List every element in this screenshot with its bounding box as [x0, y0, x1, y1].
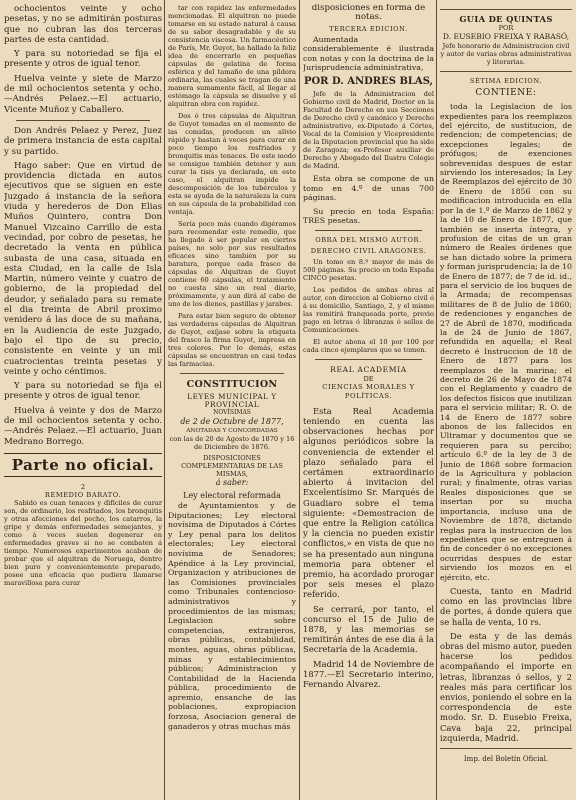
- advert-anotadas: ANOTADAS Y CONCORDADAS: [186, 428, 278, 434]
- column-rule: [436, 0, 437, 800]
- advert-title: CONSTITUCION: [186, 379, 278, 390]
- divider: [440, 748, 572, 749]
- divider: [440, 9, 572, 10]
- column-rule: [299, 0, 300, 800]
- advert-subtitle-2: NOVÍSIMAS: [213, 409, 251, 416]
- paragraph: Huelva á veinte y dos de Marzo de mil ochocientos setenta y ocho.—Andrés Pelaez.—El actuario, Juan Medrano Borrego.: [4, 405, 162, 447]
- paragraph: Sería poco más cuando digéramos para recomendar este remedio, que ha llegado á ser popular en ciertos países, no solo por sus resultados eficaces sino también por su baratura, porque cada frasco de cápsulas de Alquitran de Guyot contiene 60 cápsulas, el tratamiento no cuesta sino un real diario, próximamente, y aun dirá al cabo de uno de los dienes, pastillas y jarabes.: [168, 220, 296, 308]
- book-author: D. EUSEBIO FREIXA Y RABASÓ,: [442, 32, 570, 42]
- academy-title: REAL ACADEMIA: [330, 365, 407, 375]
- divider: [16, 120, 150, 121]
- paragraph: Esta Real Academia teniendo en cuenta las observaciones hechas por algunos periódicos sobre la conveniencia de extender el plazo señalado para el certámen extraordinario abierto á invitacion del Excelentísimo Sr. Marqués de Guadiaro sobre el tema siguiente: «Demostracion de que entre la Religion católica y la ciencia no pueden existir conflictos,» en vista de que no se ha presentado aun ninguna memoria para obtener el premio, ha acordado prorogar por seis meses el plazo referido.: [303, 405, 434, 600]
- column-rule: [164, 0, 165, 800]
- paragraph: de Ayuntamientos y de Diputaciones; Ley electoral novísima de Diputados á Córtes y Ley penal para los delitos electorales; Ley electoral novísima de Senadores; Apéndice á la Ley provincial, Organizacion y atribuciones de las Comisiones provinciales como Tribunales contencioso-administrativos y procedimientos de las mismas; Legislacion sobre competencias, extranjeros, obras públicas, contabilidad, montes, aguas, obras públicas, minas y establecimientos públicos; Administracion y Contabilidad de la Hacienda pública, procedimiento de apremio, ensanche de las poblaciones, expropiacion forzosa, Asociacion general de ganaderos y otras muchas más: [168, 501, 296, 731]
- paragraph: Don Andrés Pelaez y Perez, Juez de primera instancia de esta capital y su partido.: [4, 125, 162, 157]
- paragraph: Se cerrará, por tanto, el concurso el 15 de Julio de 1878, y las memorias se remitirán ántes de ese dia á la Secretaría de la Academia.: [303, 603, 434, 655]
- author-bio: Jefe de la Administracion del Gobierno civil de Madrid, Doctor en la Facultad de Derecho en sus Secciones de Derecho civil y canónico y Derecho administrativo, ex-Diputado á Córtes, Vocal de la Comision y Vicepresidente de la Diputacion provincial que ha sido de Zaragoza; ex-Profesor auxiliar de Derecho y Abogado del Ilustre Colegio de Madrid.: [303, 90, 434, 171]
- paragraph: Esta obra se compone de un tomo en 4.º de unas 700 páginas.: [303, 174, 434, 203]
- advert-subtitle: LEYES MUNICIPAL Y PROVINCIAL: [187, 392, 277, 409]
- divider: [315, 359, 422, 360]
- paragraph: Y para su notoriedad se fija el presente y otros de igual tenor.: [4, 49, 162, 70]
- paragraph: Cuesta, tanto en Madrid como en las provincias libre de portes, á donde quiera que se halla de venta, 10 rs.: [440, 585, 572, 627]
- paragraph: Para estar bien seguro de obtener las verdaderas cápsulas de Alquitran de Guyot, exíjase sobre la etiqueta del frasco la firma Guyot, impresa en tres colores. Por lo demás, estas cápsulas se encuentran en casi todas las farmacias.: [168, 312, 296, 368]
- book-title: GUIA DE QUINTAS: [459, 14, 553, 24]
- column-2: [168, 4, 296, 796]
- imprint: Imp. del Boletín Oficial.: [463, 754, 549, 763]
- book-author-desc: Jefe honorario de Administracion civil y autor de varias obras administrativas y literarias.: [440, 41, 572, 66]
- advert-ley-title: Ley electoral reformada: [183, 491, 281, 500]
- paragraph: Hago saber: Que en virtud de providencia dictada en autos ejecutivos que se siguen en este Juzgado á instancia de la señora viuda y herederos de Don Elias Muños Quintero, contra Don Manuel Vizcaino Carrillo de esta vecindad, por cobro de pesetas, he decretado la venta en pública subasta de una casa, situada en esta Ciudad, en la calle de Isla Martin, número veinte y cuatro de gobierno, de la propiedad del deudor, y señalado para su remate el dia treinta de Abril proximo venidero á las doce de su mañana, en la Audiencia de este Juzgado, bajo el tipo de su precio, consistente en veinte y un mil cuatrocientas treinta pesetas y veinte y ocho céntimos.: [4, 160, 162, 377]
- article-title: REMEDIO BARATO.: [44, 490, 122, 499]
- advert-asaber: á saber:: [215, 478, 249, 487]
- paragraph: ochocientos veinte y ocho pesetas, y no se admitirán posturas que no cubran las dos terceras partes de esta cantidad.: [4, 4, 162, 45]
- author-name: POR D. ANDRES BLAS,: [303, 76, 434, 88]
- academy-title-de: DE: [363, 374, 374, 383]
- paragraph: Su precio en toda España: TRES pesetas.: [303, 206, 434, 226]
- edition-label: TERCERA EDICION.: [329, 24, 408, 33]
- book-por: POR: [498, 24, 514, 33]
- academy-subtitle: CIENCIAS MORALES Y POLÍTICAS.: [322, 382, 415, 401]
- paragraph: Los pedidos de ambas obras al autor, con direccion al Gobierno civil ó á su domicilio, Santiago, 2, y el mismo las remitirá franqueada porte, previo pago en letras ó libranzas ó sellos de Comunicaciones.: [303, 286, 434, 335]
- section-marker: 2: [80, 482, 86, 491]
- advert-concord: con las de 20 de Agosto de 1870 y 16 de Diciembre de 1876.: [169, 435, 295, 451]
- paragraph: Huelva veinte y siete de Marzo de mil ochocientos setenta y ocho.—Andrés Pelaez.—El actuario, Vicente Muñoz y Caballero.: [4, 73, 162, 115]
- section-heading: DERECHO CIVIL ARAGONES.: [310, 247, 427, 256]
- paragraph: De esta y de las demás obras del mismo autor, pueden hacerse los pedidos acompañando el importe en letras, libranzas ó sellos, y 2 reales más para certificar los envios, poniendo el sobre en la correspondencia de este modo. Sr. D. Eusebio Freixa, Cava baja 22, principal izquierda, Madrid.: [440, 630, 572, 743]
- divider: [440, 71, 572, 72]
- advert-date: de 2 de Octubre de 1877,: [180, 417, 284, 426]
- paragraph: Un tomo en 8.º mayor de más de 500 páginas. Su precio en toda España CINCO pesetas.: [303, 258, 434, 283]
- edition-label: SÉTIMA EDICION.: [469, 76, 543, 85]
- column-3: [303, 4, 434, 796]
- section-heading: OBRA DEL MISMO AUTOR.: [315, 236, 422, 245]
- paragraph: disposiciones en forma de notas.: [311, 4, 426, 23]
- paragraph: Sabido es cuan tenaces y difíciles de curar son, de ordinario, los resfriados, los bronquitis y otras afecciones del pecho, los catarros, la gripe y demás enfermedades semejantes, y como á veces suelen degenerar en enfermedades graves si no se combaten á tiempo. Numerosos experimentos acaban de probar que el alquitran de Noruega, dentro bien puro y convenientemente preparado, posee una eficacia que pudiera llamarse maravillosa para curar: [4, 498, 162, 587]
- column-4: [440, 4, 572, 796]
- paragraph: Dos ó tres cápsulas de Alquitran de Guyot tomadas en el momento de las comidas, producen un alivio rápido y bastan á veces para curar en poco tiempo los resfriados y bronquitis más tenaces. De este modo se consigue también detener y aun curar la tisis ya declarada, en este caso, el alquitran impide la descomposición de los tubérculos y esta se ayuda de la naturaleza la cura en sus cápsula de la probabilidad con ventaja.: [168, 112, 296, 216]
- advert-disposiciones: DISPOSICIONES COMPLEMENTARIAS DE LAS MISMAS,: [181, 454, 283, 478]
- paragraph: tar con rapidez las enfermedades mencionadas. El alquitran no puede tomarse en su estado natural á causa de su sabor desagradable y de su consistencia viscosa. Un farmacéutico de París, Mr. Guyot, ha hallado la feliz idea de encerrarlo en pequeñas cápsulas de gelatina de forma esférica y del tamaño de una píldora ordinaria, las cuales se tragan de una manera sumamente fácil, al llegar al estómago la cápsula se disuelve y el alquitran obra con rapidez.: [168, 4, 296, 108]
- paragraph: El autor abona el 10 por 100 por cada cinco ejemplares que se tomen.: [303, 338, 434, 355]
- section-title: Parte no oficial.: [4, 453, 162, 477]
- paragraph: Y para su notoriedad se fija el presente y otros de igual tenor.: [4, 381, 162, 402]
- column-1: [4, 4, 162, 796]
- divider: [315, 230, 422, 231]
- paragraph: Aumentada considerablemente é ilustrada con notas y con la doctrina de la Jurisprudencia administrativa,: [303, 34, 434, 73]
- paragraph: toda la Legislacion de los expedientes para los reemplazos del ejército, de sustitucion, de redencion; de competencias; de excepciones legales; de prófugos; de exenciones sobrevenidas despues de estar sirviendo los interesados; la Ley de Reemplazos del ejército de 30 de Enero de 1856 con su modificacion introducida en ella por la de 1.º de Marzo de 1862 y la de 10 de Enero de 1877, que también se inserta íntegra, y profusion de citas de un gran número de Reales órdenes que se han dictado sobre la primera y forman jurisprudencia; la de 10 de Enero de 1877; de 7 de id. id., para el servicio de los buques de la Armada; de recompensas militares de 8 de Julio de 1860; de redenciones y enganches de 27 de Abril de 1870, modificada la de 24 de Junio de 1867, refundida en aquella; el Real decreto é Instruccion de 18 de Enero de 1877 para los reemplazos de la marina; el decreto de 26 de Mayo de 1874 con el Reglamento y cuadro de los defectos físicos que inutilizan para el servicio militar; R. O. de 14 de Enero de 1877 sobre abonos de los fallecidos en Ultramar y documentos que se requieren para su percibo; artículo 6.º de la ley de 3 de Junio de 1868 sobre formacion de la Agricultura y poblacion rural; y finalmente, otras varias Reales disposiciones que se insertan por su mucha importancia, incluso una de Noviembre de 1878, dictando reglas para la instruccion de los expedientes que se entreguen á fin de conceder ó no excepciones ocurridas despues de estar sirviendo los mozos en el ejército, etc.: [440, 102, 572, 582]
- paragraph: Madrid 14 de Noviembre de 1877.—El Secretario interino, Fernando Alvarez.: [303, 658, 434, 689]
- contents-heading: CONTIENE:: [475, 87, 537, 98]
- divider: [180, 373, 284, 374]
